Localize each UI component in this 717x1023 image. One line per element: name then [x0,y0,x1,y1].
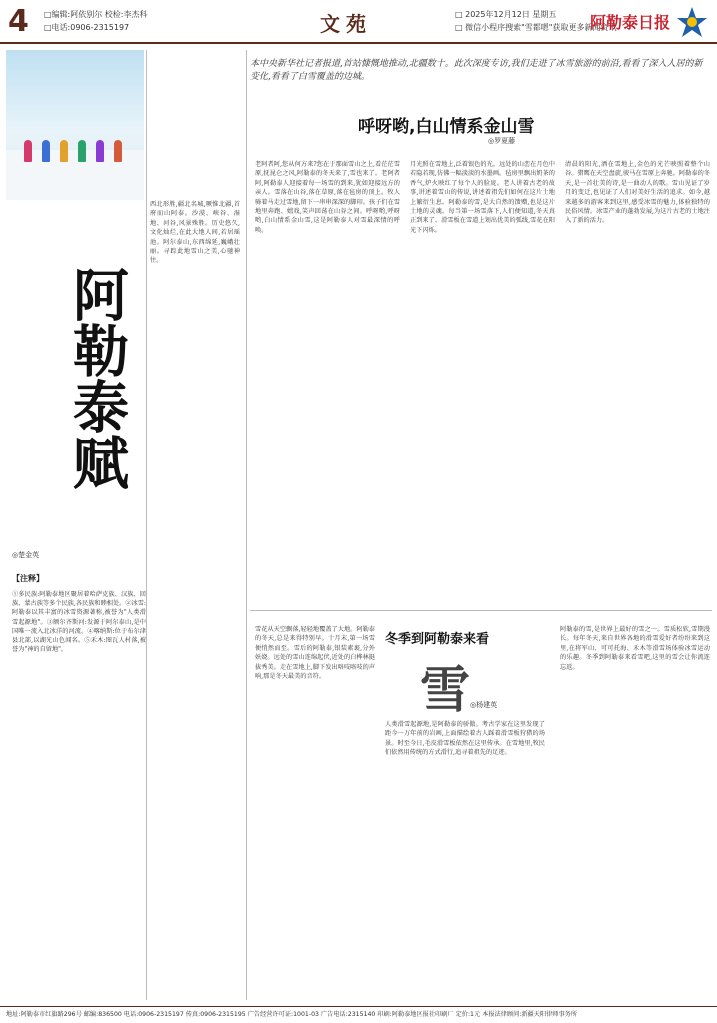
newspaper-brand: 阿勒泰日报 [590,13,671,32]
article-intro: 本中央新华社记者报道,首站慷慨地推动,北疆数十。此次深度专访,我们走进了冰雪旅游的前沿,看看了深入人居的新变化,看看了白雪覆盖的边城。 [250,59,703,82]
left-author: ◎楚金英 [12,551,40,559]
bottom-column-2: 人类滑雪起源地,是阿勒泰的骄傲。考古学家在这里发现了距今一万年前的岩画,上面描绘着古人踩着滑雪板狩猎的场景。时至今日,毛皮滑雪板依然在这里传承。在雪地里,牧民们依然用传统的方式滑行,追寻着祖先的足迹。 [385,721,545,757]
editors-info [44,8,148,34]
bottom-title: 冬季到阿勒泰来看 [385,632,490,647]
left-column [6,50,144,1000]
ski-photo [6,50,144,200]
footer: 地址:阿勒泰市红旗路296号 邮编:836500 电话:0906-2315197 传真:0906-2315195 广告经营许可证:1001-03 广告电话:2315140 印刷:阿勒泰地区报社印刷厂 定价:1元 本报法律顾问:新疆天阳律师事务所 [0,1006,717,1023]
skier-figure [60,140,68,162]
column-divider [146,50,147,1000]
skier-figure [114,140,122,162]
article-author: ◎罗夏藤 [488,137,516,145]
skier-figure [24,140,32,162]
section-divider [250,610,712,611]
masthead [0,0,717,44]
snow-glyph: 雪 [420,660,470,719]
wechat-line: □ 微信小程序搜索"雪都嗯"获取更多新闻资讯 [455,23,617,32]
section-title: 文苑 [320,12,372,36]
column-divider [246,50,247,1000]
date-line: □ 2025年12月12日 星期五 [455,10,557,19]
page-number: 4 [8,4,29,39]
article-column-1: 老阿者阿,您从何方来?您在于那面雪山之上,看茫茫雪原,抚昆仑之风,阿勒泰的冬天来了,雪也来了。老阿者阿,阿勒泰人迎接着每一场雪的到来,犹如迎接远方的亲人。雪落在山谷,落在草原,落在毡房的顶上。牧人骑着马走过雪地,留下一串串深深的脚印。孩子们在雪地里奔跑、嬉戏,笑声回荡在山谷之间。呼呀哟,呼呀哟,白山情系金山雪,这是阿勒泰人对雪最深情的呼唤。 [255,161,400,234]
skier-figure [96,140,104,162]
notes-text: ①多民族:阿勒泰地区聚居着哈萨克族、汉族、回族、蒙古族等多个民族,各民族和睦相处。②冰雪:阿勒泰以其丰富的冰雪资源著称,被誉为"人类滑雪起源地"。③额尔齐斯河:发源于阿尔泰山,是中国唯一流入北冰洋的河流。④喀纳斯:位于布尔津县北部,以湖光山色闻名。⑤禾木:图瓦人村落,被誉为"神的自留地"。 [12,591,146,654]
article-title: 呼呀哟,白山情系金山雪 [358,117,535,137]
notes-title: 【注释】 [12,573,44,583]
bottom-author: ◎杨建英 [470,701,498,709]
bottom-column-3: 阿勒泰的雪,是世界上最好的雪之一。雪质松软,雪期漫长。每年冬天,来自世界各地的滑雪爱好者纷纷来到这里,在将军山、可可托海、禾木等滑雪场体验冰雪运动的乐趣。冬季到阿勒泰来看雪吧,这里的雪会让你流连忘返。 [560,626,710,671]
fu-text: 西北形胜,疆北名城,厥惟北疆,首府而山阿泰。沙漠、峡谷、湿地、河谷,风景殊胜。历史悠久,文化灿烂,在此大地人间,若居瑶池。阿尔泰山,东西绵延,巍峨壮丽。寻踪此地雪山之美,心驰神往。 [150,201,240,265]
bottom-column-1: 雪花从天空飘落,轻轻地覆盖了大地。阿勒泰的冬天,总是来得特别早。十月末,第一场雪便悄然而至。雪后的阿勒泰,银装素裹,分外妖娆。远处的雪山连绵起伏,近处的白桦林挺拔秀美。走在雪地上,脚下发出咯吱咯吱的声响,那是冬天最美的音符。 [255,626,375,681]
phone-line: □电话:0906-2315197 [44,23,130,32]
calligraphy-title: 阿勒泰赋 [64,266,130,490]
editors-line: □编辑:阿依别尔 校检:李杰科 [44,10,148,19]
article-column-2: 月光照在雪地上,泛着银色的光。远处的山峦在月色中若隐若现,仿佛一幅淡淡的水墨画。毡房里飘出奶茶的香气,炉火映红了每个人的脸庞。老人讲着古老的故事,讲述着雪山的传说,讲述着祖先们如何在这片土地上繁衍生息。阿勒泰的雪,是大自然的馈赠,也是这片土地的灵魂。每当第一场雪落下,人们便知道,冬天真正到来了。滑雪板在雪道上划出优美的弧线,雪花在阳光下闪烁。 [410,161,555,234]
skier-figure [78,140,86,162]
article-column-3: 清晨的阳光,洒在雪地上,金色的光芒映照着整个山谷。猎鹰在天空盘旋,骏马在雪原上奔驰。阿勒泰的冬天,是一首壮美的诗,是一曲动人的歌。雪山见证了岁月的变迁,也见证了人们对美好生活的追求。如今,越来越多的游客来到这里,感受冰雪的魅力,体验独特的民俗风情。冰雪产业的蓬勃发展,为这片古老的土地注入了新的活力。 [565,161,710,225]
skier-figure [42,140,50,162]
newspaper-logo-icon [676,6,708,38]
